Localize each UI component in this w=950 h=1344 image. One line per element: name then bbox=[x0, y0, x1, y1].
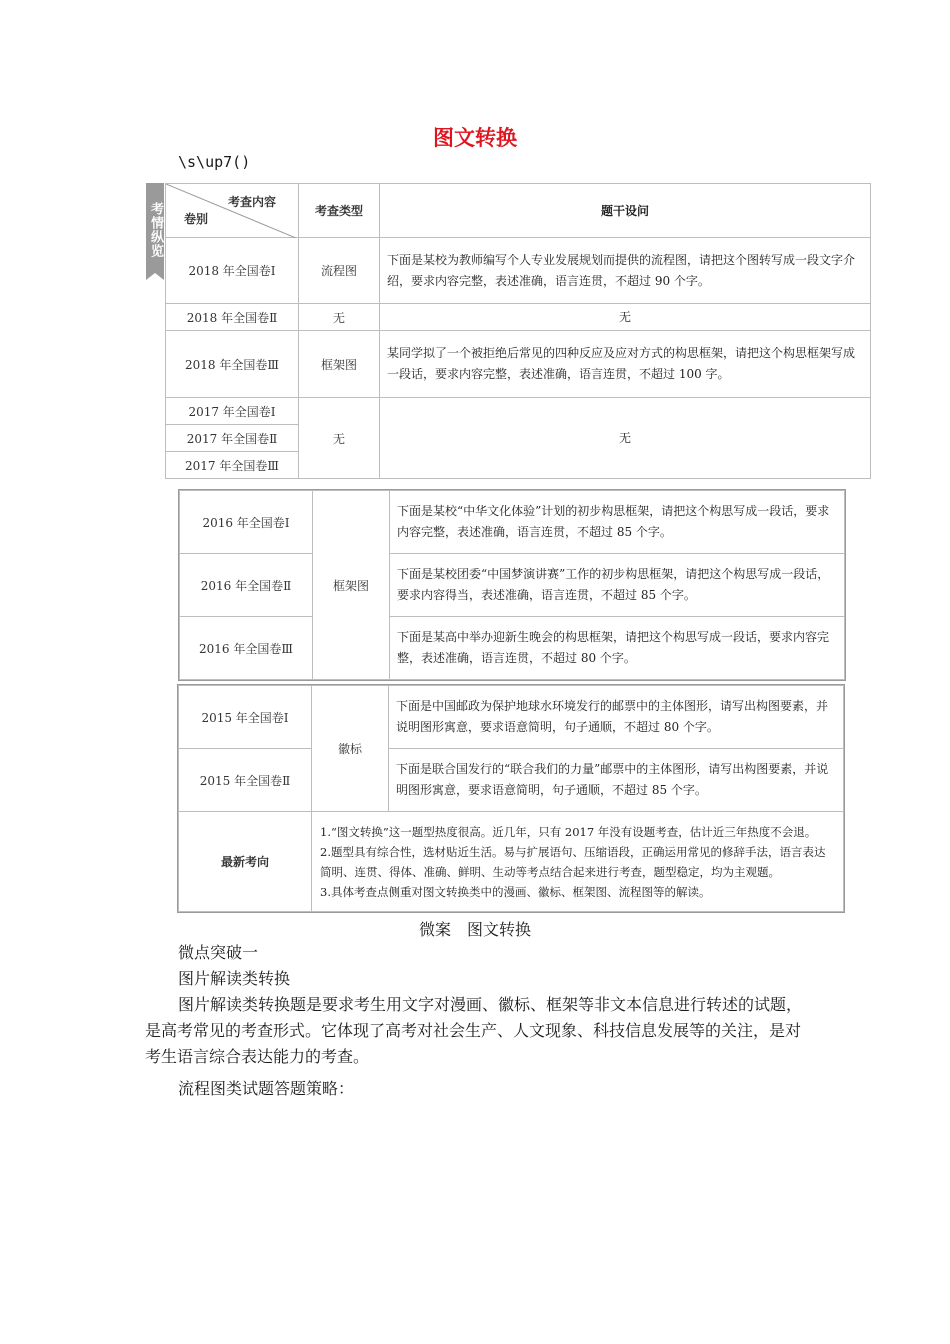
field-code-text: \s\up7() bbox=[178, 153, 251, 171]
type-cell: 框架图 bbox=[299, 331, 380, 398]
body-paragraph: 图片解读类转换题是要求考生用文字对漫画、徽标、框架等非文本信息进行转述的试题，是高考常见的考查形式。它体现了高考对社会生产、人文现象、科技信息发展等的关注，是对考生语言综合表达能力的考查。 bbox=[145, 995, 803, 1066]
question-cell: 无 bbox=[380, 398, 871, 479]
trend-item: 1.“图文转换”这一题型热度很高。近几年，只有 2017 年没有设题考查，估计近三年热度不会退。 bbox=[320, 824, 817, 839]
year-cell: 2017 年全国卷Ⅰ bbox=[166, 398, 299, 425]
corner-header-cell bbox=[166, 184, 299, 238]
strategy-heading: 流程图类试题答题策略： bbox=[178, 1079, 355, 1098]
table-row bbox=[179, 749, 844, 812]
question-header: 题干设问 bbox=[380, 184, 871, 238]
table-row bbox=[179, 686, 844, 749]
table-row bbox=[166, 331, 871, 398]
trend-item: 3.具体考查点侧重对图文转换类中的漫画、徽标、框架图、流程图等的解读。 bbox=[320, 884, 711, 899]
corner-header-bottom: 卷别 bbox=[184, 212, 209, 226]
question-cell: 某同学拟了一个被拒绝后常见的四种反应及应对方式的构思框架，请把这个构思框架写成一段话，要求内容完整，表述准确，语言连贯，不超过 100 字。 bbox=[380, 331, 871, 398]
side-tab-tip bbox=[146, 273, 164, 280]
type-cell: 框架图 bbox=[313, 491, 390, 680]
side-tab-label: 考情纵览 bbox=[146, 183, 164, 273]
year-cell: 2017 年全国卷Ⅲ bbox=[166, 452, 299, 479]
type-cell: 无 bbox=[299, 304, 380, 331]
table-row bbox=[180, 554, 845, 617]
question-cell: 下面是中国邮政为保护地球水环境发行的邮票中的主体图形，请写出构图要素，并说明图形寓意，要求语意简明，句子通顺，不超过 80 个字。 bbox=[389, 686, 844, 749]
heading-micro-breakthrough: 微点突破一 bbox=[178, 943, 259, 962]
trend-item: 2.题型具有综合性，选材贴近生活。易与扩展语句、压缩语段，正确运用常见的修辞手法，语言表达简明、连贯、得体、准确、鲜明、生动等考点结合起来进行考查，题型稳定，均为主观题。 bbox=[320, 844, 826, 879]
question-cell: 下面是某校团委“中国梦演讲赛”工作的初步构思框架，请把这个构思写成一段话，要求内容得当，表述准确，语言连贯，不超过 85 个字。 bbox=[390, 554, 845, 617]
trend-content bbox=[312, 812, 844, 912]
year-cell: 2018 年全国卷Ⅱ bbox=[166, 304, 299, 331]
exam-overview-table-2 bbox=[179, 490, 845, 680]
question-cell: 无 bbox=[380, 304, 871, 331]
year-cell: 2018 年全国卷Ⅲ bbox=[166, 331, 299, 398]
year-cell: 2016 年全国卷Ⅰ bbox=[180, 491, 313, 554]
table-row bbox=[166, 304, 871, 331]
page-title: 图文转换 bbox=[433, 126, 517, 150]
type-cell: 流程图 bbox=[299, 238, 380, 304]
year-cell: 2016 年全国卷Ⅲ bbox=[180, 617, 313, 680]
question-cell: 下面是某校为教师编写个人专业发展规划而提供的流程图，请把这个图转写成一段文字介绍，要求内容完整，表述准确，语言连贯，不超过 90 个字。 bbox=[380, 238, 871, 304]
type-header: 考查类型 bbox=[299, 184, 380, 238]
heading-image-conversion: 图片解读类转换 bbox=[178, 969, 291, 988]
table-row bbox=[166, 398, 871, 425]
year-cell: 2016 年全国卷Ⅱ bbox=[180, 554, 313, 617]
question-cell: 下面是某校“中华文化体验”计划的初步构思框架，请把这个构思写成一段话，要求内容完整，表述准确，语言连贯，不超过 85 个字。 bbox=[390, 491, 845, 554]
table-row bbox=[180, 491, 845, 554]
table-row bbox=[179, 812, 844, 912]
table-row bbox=[166, 238, 871, 304]
question-cell: 下面是某高中举办迎新生晚会的构思框架，请把这个构思写成一段话，要求内容完整，表述准确，语言连贯，不超过 80 个字。 bbox=[390, 617, 845, 680]
trend-label: 最新考向 bbox=[179, 812, 312, 912]
type-cell: 无 bbox=[299, 398, 380, 479]
year-cell: 2017 年全国卷Ⅱ bbox=[166, 425, 299, 452]
corner-header-top: 考查内容 bbox=[227, 195, 276, 209]
exam-overview-table-3 bbox=[178, 685, 844, 912]
year-cell: 2015 年全国卷Ⅱ bbox=[179, 749, 312, 812]
year-cell: 2018 年全国卷Ⅰ bbox=[166, 238, 299, 304]
section-caption: 微案 图文转换 bbox=[418, 920, 531, 939]
year-cell: 2015 年全国卷Ⅰ bbox=[179, 686, 312, 749]
question-cell: 下面是联合国发行的“联合我们的力量”邮票中的主体图形，请写出构图要素，并说明图形寓意，要求语意简明，句子通顺，不超过 85 个字。 bbox=[389, 749, 844, 812]
exam-overview-table-1 bbox=[146, 183, 872, 479]
type-cell: 徽标 bbox=[312, 686, 389, 812]
table-row bbox=[180, 617, 845, 680]
